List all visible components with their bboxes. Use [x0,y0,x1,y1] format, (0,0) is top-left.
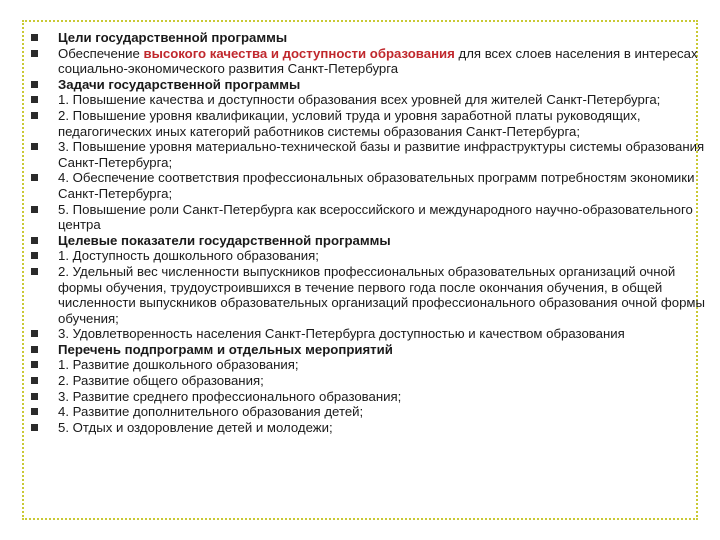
heading-text: Цели государственной программы [58,30,288,45]
square-bullet-icon [31,377,38,384]
item-text: 4. Развитие дополнительного образования детей; [58,404,364,420]
square-bullet-icon [31,408,38,415]
list-item [30,248,706,264]
list-item [30,420,706,436]
square-bullet-icon [31,96,38,103]
item-text: 3. Удовлетворенность населения Санкт-Петербурга доступностью и качеством образования [58,326,625,342]
section-heading [30,30,706,46]
highlighted-phrase: высокого качества и доступности образования [143,45,455,61]
item-text: 3. Развитие среднего профессионального образования; [58,388,402,404]
square-bullet-icon [31,81,38,88]
bullet-list [30,30,706,435]
item-text: 1. Развитие дошкольного образования; [58,357,299,373]
square-bullet-icon [31,112,38,119]
square-bullet-icon [31,346,38,353]
square-bullet-icon [31,393,38,400]
item-text: 2. Развитие общего образования; [58,373,264,389]
square-bullet-icon [31,206,38,213]
item-text: 2. Повышение уровня квалификации, условий труда и уровня заработной платы руководящих, педагогических иных категорий работников системы образования Санкт-Петербурга; [58,107,641,139]
heading-text: Целевые показатели государственной программы [58,232,391,248]
square-bullet-icon [31,268,38,275]
list-item [30,389,706,405]
list-item [30,108,706,139]
heading-text: Перечень подпрограмм и отдельных мероприятий [58,341,393,357]
section-heading [30,342,706,358]
list-item [30,139,706,170]
item-text: 5. Повышение роли Санкт-Петербурга как всероссийского и международного научно-образовательного центра [58,201,693,233]
item-text: 1. Повышение качества и доступности образования всех уровней для жителей Санкт-Петербурга; [58,92,661,108]
square-bullet-icon [31,143,38,150]
square-bullet-icon [31,424,38,431]
item-text: 4. Обеспечение соответствия профессиональных образовательных программ потребностям экономики Санкт-Петербурга; [58,170,695,201]
square-bullet-icon [31,174,38,181]
square-bullet-icon [31,252,38,259]
list-item [30,46,706,77]
square-bullet-icon [31,34,38,41]
section-heading [30,233,706,249]
square-bullet-icon [31,237,38,244]
item-text: 1. Доступность дошкольного образования; [58,248,319,264]
item-text: для всех слоев населения в интересах социально-экономического развития Санкт-Петербурга [58,45,698,77]
list-item [30,357,706,373]
item-text: 3. Повышение уровня материально-технической базы и развитие инфраструктуры системы образования Санкт-Петербурга; [58,139,705,170]
list-item [30,170,706,201]
list-item [30,404,706,420]
heading-text: Задачи государственной программы [58,76,301,92]
list-item [30,264,706,326]
square-bullet-icon [31,50,38,57]
item-text: 5. Отдых и оздоровление детей и молодежи; [58,419,333,435]
list-item [30,92,706,108]
list-item [30,202,706,233]
list-item [30,373,706,389]
section-heading [30,77,706,93]
square-bullet-icon [31,361,38,368]
item-text: 2. Удельный вес численности выпускников профессиональных образовательных организаций очной формы обучения, трудоустроившихся в течение первого года после окончания обучения, в общей численности выпускников образовательных организаций профессионального образования очной формы обучения; [58,263,705,326]
square-bullet-icon [31,330,38,337]
list-item [30,326,706,342]
item-text: Обеспечение [58,45,144,61]
